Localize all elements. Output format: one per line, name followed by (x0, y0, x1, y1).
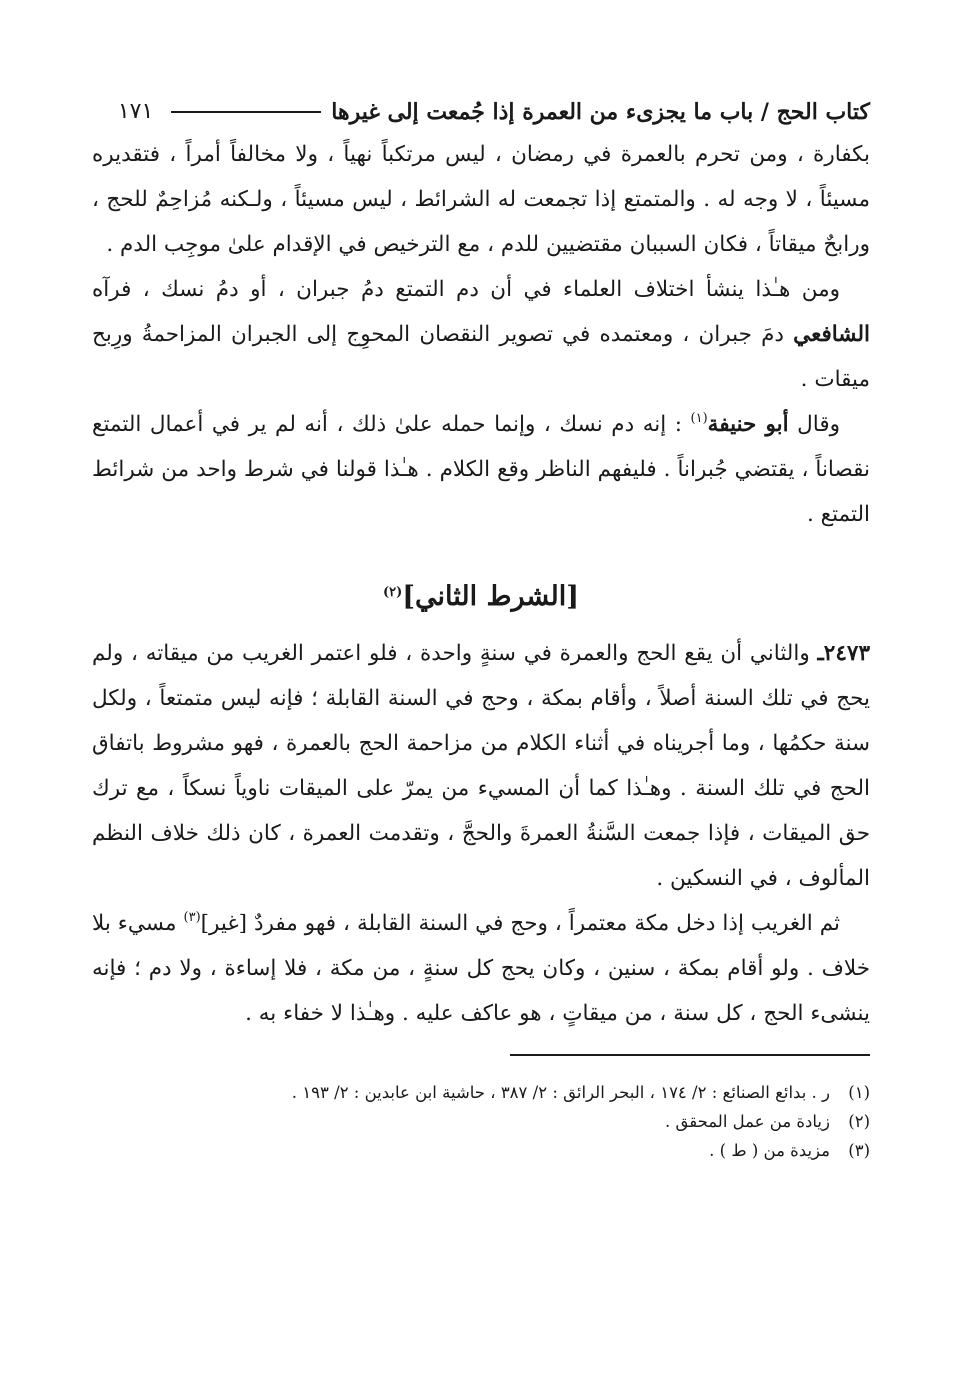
section-heading (92, 577, 870, 617)
chapter-title: كتاب الحج / باب ما يجزىء من العمرة إذا جُمعت إلى غيرها (331, 99, 870, 125)
footnote-number: (٢) (848, 1112, 870, 1131)
paragraph-number: ٢٤٧٣ـ (817, 641, 870, 666)
footnote-text: زيادة من عمل المحقق . (665, 1112, 830, 1131)
page-number: ١٧١ (117, 99, 154, 124)
document-page (92, 92, 870, 1165)
footnote (92, 1136, 870, 1165)
paragraph-text: وقال (797, 412, 841, 437)
footnote-number: (١) (848, 1083, 870, 1102)
paragraph (92, 132, 870, 267)
footnote-ref: (٣) (183, 910, 201, 925)
paragraph (92, 402, 870, 537)
scholar-name: الشافعي (793, 322, 870, 347)
footnote-ref: (١) (690, 411, 708, 426)
footnotes (92, 1078, 870, 1165)
paragraph-text: مسيء بلا خلاف . ولو أقام بمكة ، سنين ، وكان يحج كل سنةٍ ، من مكة ، فلا إساءة ، ولا دم ؛ فإنه ينشىء الحج ، كل سنة ، من ميقاتٍ ، هو عاكف عليه . وهـٰذا لا خفاء به . (92, 911, 870, 1026)
section-heading-text: [الشرط الثاني] (402, 581, 580, 612)
body-text (92, 132, 870, 1036)
footnote-ref: (٢) (382, 585, 403, 600)
paragraph (92, 901, 870, 1036)
running-header (92, 92, 870, 132)
footnote (92, 1078, 870, 1107)
footnote (92, 1107, 870, 1136)
scholar-name: أبو حنيفة (707, 412, 789, 437)
paragraph-text: بكفارة ، ومن تحرم بالعمرة في رمضان ، ليس مرتكباً نهياً ، ولا مخالفاً أمراً ، فتقديره مسيئاً ، لا وجه له . والمتمتع إذا تجمعت له الشرائط ، ليس مسيئاً ، ولـكنه مُزاحِمٌ للحج ، ورابحٌ ميقاتاً ، فكان السببان مقتضيين للدم ، مع الترخيص في الإقدام علىٰ موجِب الدم . (92, 142, 870, 257)
footnote-text: ر . بدائع الصنائع : ٢/ ١٧٤ ، البحر الرائق : ٢/ ٣٨٧ ، حاشية ابن عابدين : ٢/ ١٩٣ . (291, 1083, 830, 1102)
paragraph-text: دمَ جبران ، ومعتمده في تصوير النقصان المحوِج إلى الجبران المزاحمةُ ورِبح ميقات . (92, 322, 870, 392)
footnote-number: (٣) (848, 1141, 870, 1160)
footnote-text: مزيدة من ( ط ) . (709, 1141, 830, 1160)
paragraph-text: ثم الغريب إذا دخل مكة معتمراً ، وحج في السنة القابلة ، فهو مفردٌ [غير] (200, 911, 841, 936)
paragraph (92, 631, 870, 901)
paragraph-text: ومن هـٰذا ينشأ اختلاف العلماء في أن دم التمتع دمُ جبران ، أو دمُ نسك ، فرآه (92, 277, 840, 302)
paragraph (92, 267, 870, 402)
header-rule (171, 111, 321, 113)
footnote-separator (510, 1054, 870, 1056)
paragraph-text: : إنه دم نسك ، وإنما حمله علىٰ ذلك ، أنه لم ير في أعمال التمتع نقصاناً ، يقتضي جُبراناً . فليفهم الناظر وقع الكلام . هـٰذا قولنا في شرط واحد من شرائط التمتع . (92, 412, 870, 527)
paragraph-text: والثاني أن يقع الحج والعمرة في سنةٍ واحدة ، فلو اعتمر الغريب من ميقاته ، ولم يحج في تلك السنة أصلاً ، وأقام بمكة ، وحج في السنة القابلة ؛ فإنه ليس متمتعاً ، ولكل سنة حكمُها ، وما أجريناه في أثناء الكلام من مزاحمة الحج بالعمرة ، فهو مشروط باتفاق الحج في تلك السنة . وهـٰذا كما أن المسيء من يمرّ على الميقات ناوياً نسكاً ، مع ترك حق الميقات ، فإذا جمعت السَّنةُ العمرةَ والحجَّ ، وتقدمت العمرة ، كان ذلك خلاف النظم المألوف ، في النسكين . (92, 641, 870, 891)
